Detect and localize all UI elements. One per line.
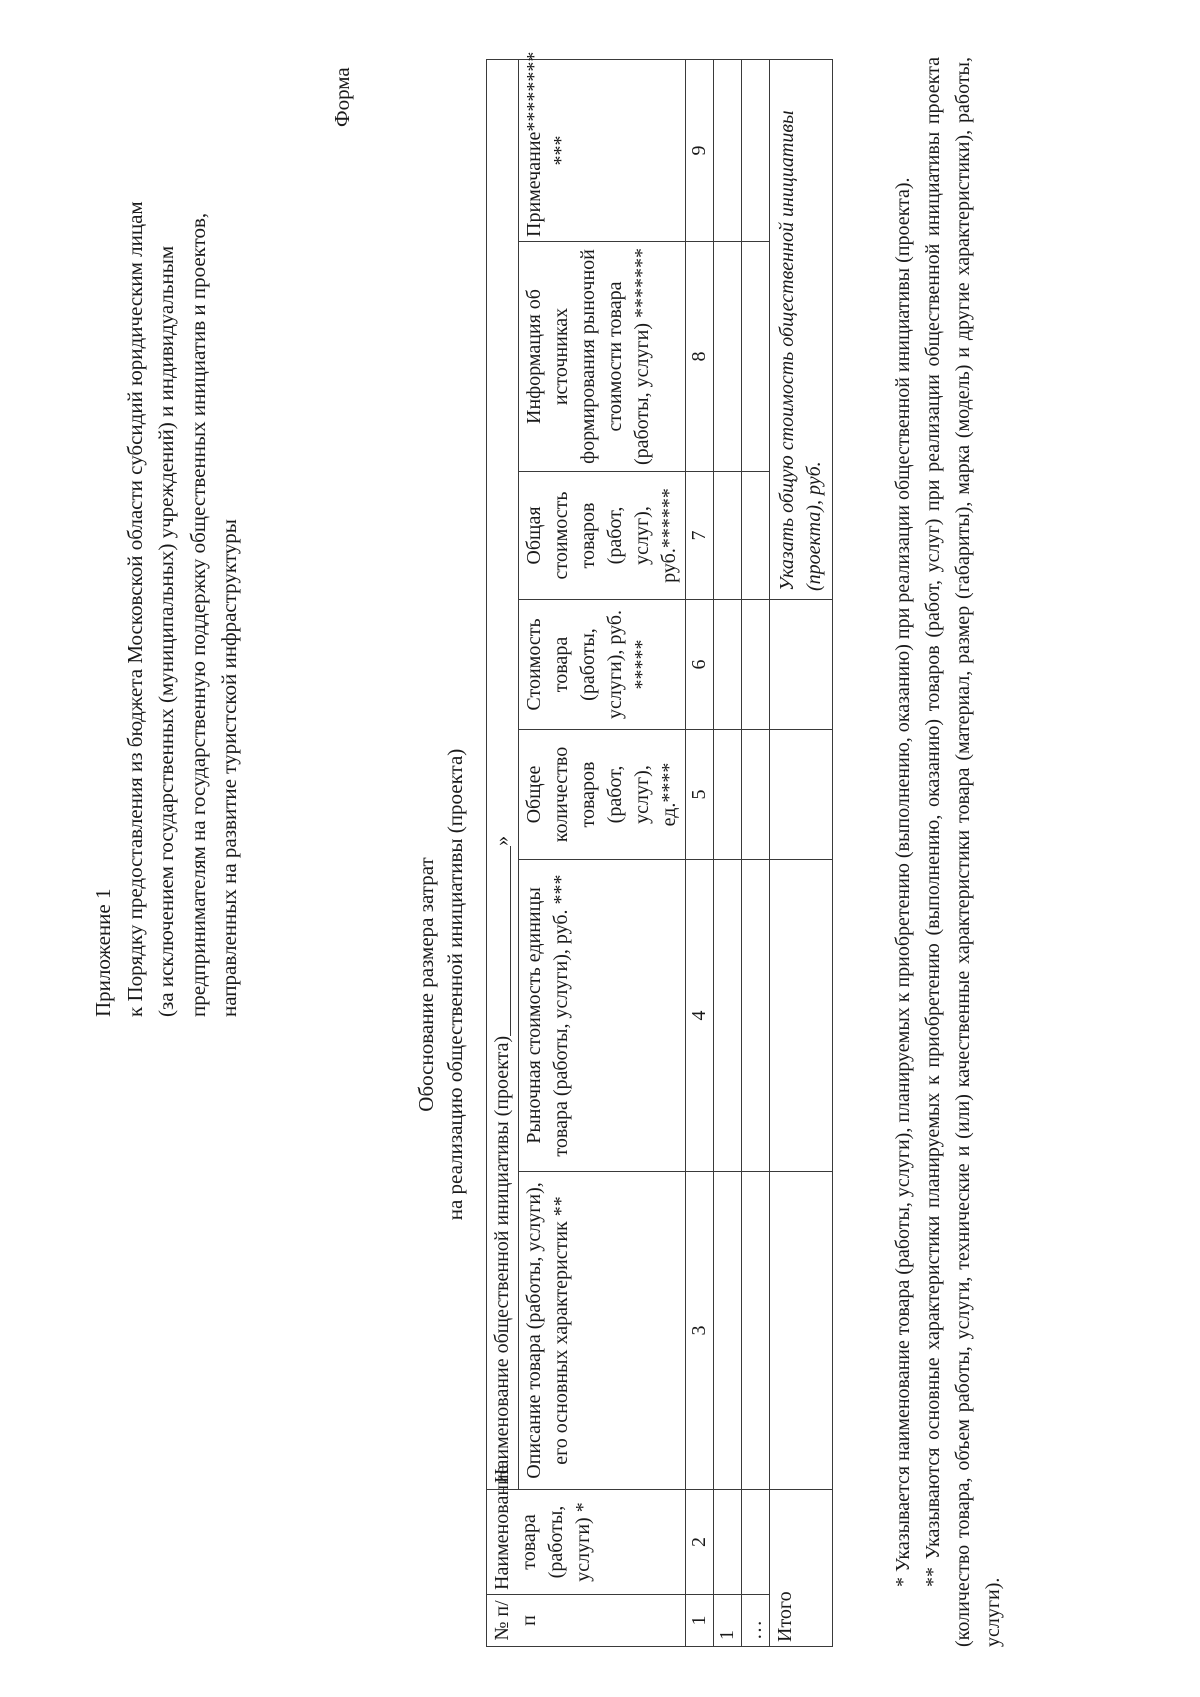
form-label: Форма [330, 67, 354, 127]
appendix-line: предпринимателям на государственную поддержку общественных инициатив и проектов, [185, 212, 210, 1017]
table-cell [714, 860, 742, 1172]
table-cell [714, 1490, 742, 1595]
table-cell [770, 1172, 833, 1490]
header-note: Примечание******** *** [519, 59, 686, 241]
appendix-line: Приложение 1 [91, 888, 115, 1017]
header-no: № п/п [487, 1595, 686, 1647]
table-cell [770, 600, 833, 730]
appendix-line: направленных на развитие туристской инфраструктуры [217, 519, 241, 1017]
header-item-cost: Стоимость товара (работы, услуги), руб. ***** [519, 600, 686, 730]
table-cell [742, 242, 770, 472]
table-row [714, 59, 742, 1646]
footnote: ** Указываются основные характеристики планируемых к приобретению (выполнению, оказанию) товаров (работ, услуг) при реализации общественной инициативы проекта (количество товара, объем работы, услуги, технические и (или) качественные характеристики товара (материал, размер (габариты), марка (модель) и другие характеристики), работы, услуги). [922, 57, 1004, 1647]
row-number: … [742, 1595, 770, 1647]
column-number: 4 [686, 860, 714, 1172]
appendix-line: к Порядку предоставления из бюджета Московской области субсидий юридическим лицам [122, 201, 147, 1017]
header-initiative-name [487, 59, 519, 1489]
total-note: Указать общую стоимость общественной инициативы (проекта), руб. [770, 59, 833, 599]
table-cell [742, 1172, 770, 1490]
table-cell [770, 860, 833, 1172]
table-cell [742, 59, 770, 241]
document-title [412, 272, 470, 1697]
title-line: Обоснование размера затрат [414, 857, 438, 1112]
column-number: 9 [686, 59, 714, 241]
table-cell [714, 600, 742, 730]
column-number: 5 [686, 730, 714, 860]
table-cell [714, 1172, 742, 1490]
total-row [770, 59, 833, 1646]
table-cell [742, 1490, 770, 1595]
cost-justification-table [486, 51, 833, 1647]
row-number: 1 [714, 1595, 742, 1647]
table-cell [742, 600, 770, 730]
header-market-unit-price: Рыночная стоимость единицы товара (работы, услуги), руб. *** [519, 860, 686, 1172]
table-cell [714, 472, 742, 600]
appendix-line: (за исключением государственных (муниципальных) учреждений) и индивидуальным [154, 245, 178, 1017]
header-item-name: Наименование товара (работы, услуги) * [487, 1490, 686, 1595]
initiative-name-closing-quote: » [491, 835, 513, 846]
header-total-cost: Общая стоимость товаров (работ, услуг), руб.****** [519, 472, 686, 600]
header-price-sources: Информация об источниках формирования рыночной стоимости товара (работы, услуги) ******* [519, 242, 686, 472]
column-number: 3 [686, 1172, 714, 1490]
table-cell [742, 860, 770, 1172]
column-number: 6 [686, 600, 714, 730]
column-number: 8 [686, 242, 714, 472]
column-number: 1 [686, 1595, 714, 1647]
appendix-header [88, 57, 246, 1017]
total-label: Итого [770, 1490, 833, 1647]
table-cell [714, 242, 742, 472]
column-number-row [686, 59, 714, 1646]
footnotes [888, 57, 1008, 1647]
title-line: на реализацию общественной инициативы (проекта) [443, 748, 467, 1221]
column-number: 2 [686, 1490, 714, 1595]
table-cell [714, 59, 742, 241]
table-cell [770, 730, 833, 860]
table-header-row [487, 59, 519, 1646]
table-cell [742, 730, 770, 860]
table-header-row [519, 59, 686, 1646]
table-row [742, 59, 770, 1646]
header-description: Описание товара (работы, услуги), его основных характеристик ** [519, 1172, 686, 1490]
header-total-quantity: Общее количество товаров (работ, услуг), ед.**** [519, 730, 686, 860]
footnote: * Указывается наименование товара (работы, услуги), планируемых к приобретению (выполнению, оказанию) при реализации общественной инициативы (проекта). [892, 177, 914, 1587]
table-cell [742, 472, 770, 600]
initiative-name-label: Наименование общественной инициативы (проекта) [491, 1035, 513, 1483]
initiative-name-blank [490, 846, 511, 1036]
table-cell [714, 730, 742, 860]
column-number: 7 [686, 472, 714, 600]
